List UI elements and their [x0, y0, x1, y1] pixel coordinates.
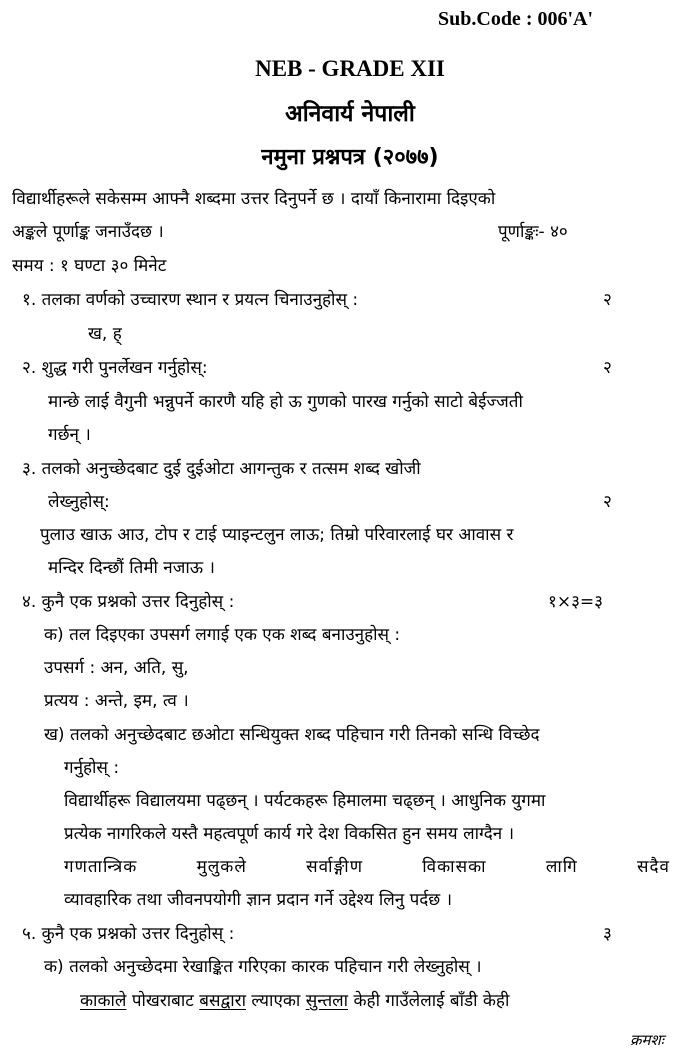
q3-body-2: मन्दिर दिन्छौं तिमी नजाऊ ।: [48, 558, 215, 578]
q4-b-text: ख) तलको अनुच्छेदबाट छओटा सन्धियुक्त शब्द पहिचान गरी तिनको सन्धि विच्छेद: [44, 725, 540, 745]
paper-title: नमुना प्रश्नपत्र (२०७७): [261, 145, 439, 170]
q2-body-1: मान्छे लाई वैगुनी भन्नुपर्ने कारणै यहि हो ऊ गुणको पारख गर्नुको साटो बेईज्जती: [48, 392, 523, 412]
q4-passage-3: गणतान्त्रिक मुलुकले सर्वाङ्गीण विकासका लागि सदैव: [64, 857, 670, 877]
q4-upasarga: उपसर्ग : अन, अति, सु,: [44, 658, 189, 678]
q2-text: २. शुद्ध गरी पुनर्लेखन गर्नुहोस्:: [22, 358, 208, 378]
q2-marks: २: [603, 358, 612, 378]
underlined-word: काकाले: [80, 991, 127, 1011]
q4-passage-1: विद्यार्थीहरू विद्यालयमा पढ्छन् । पर्यटकहरू हिमालमा चढ्छन् । आधुनिक युगमा: [64, 791, 546, 811]
q3-text-2: लेख्नुहोस्:: [48, 492, 110, 512]
time-allowed: समय : १ घण्टा ३० मिनेट: [12, 256, 167, 276]
q5-a-text: क) तलको अनुच्छेदमा रेखाङ्कित गरिएका कारक पहिचान गरी लेख्नुहोस् ।: [44, 957, 482, 977]
instruction-line-1: विद्यार्थीहरूले सकेसम्म आफ्नै शब्दमा उत्तर दिनुपर्ने छ । दायाँ किनारामा दिइएको: [12, 189, 496, 209]
word: केही गाउँलेलाई बाँडी केही: [353, 991, 510, 1011]
q2-body-2: गर्छन् ।: [48, 425, 91, 445]
q4-b-text-2: गर्नुहोस् :: [64, 758, 120, 778]
q3-text: ३. तलको अनुच्छेदबाट दुई दुईओटा आगन्तुक र तत्सम शब्द खोजी: [22, 459, 421, 479]
q3-marks: २: [603, 492, 612, 512]
q4-passage-2: प्रत्येक नागरिकले यस्तै महत्वपूर्ण कार्य गरे देश विकसित हुन समय लाग्दैन ।: [64, 824, 515, 844]
subject-code: Sub.Code : 006'A': [438, 8, 594, 30]
q4-a-text: क) तल दिइएका उपसर्ग लगाई एक एक शब्द बनाउनुहोस् :: [44, 625, 401, 645]
subject-title: अनिवार्य नेपाली: [285, 101, 415, 127]
q1-letters: ख, ह्: [88, 324, 122, 344]
instruction-line-2: अङ्कले पूर्णाङ्क जनाउँदछ ।: [12, 222, 164, 242]
q1-text: १. तलका वर्णको उच्चारण स्थान र प्रयत्न चिनाउनुहोस् :: [22, 290, 359, 310]
q5-marks: ३: [603, 924, 612, 944]
q4-text: ४. कुनै एक प्रश्नको उत्तर दिनुहोस् :: [22, 592, 235, 612]
q5-passage: [80, 988, 509, 1011]
word: पोखराबाट: [131, 991, 194, 1011]
q4-pratyaya: प्रत्यय : अन्ते, इम, त्व ।: [44, 691, 189, 711]
continued-label: क्रमशः: [630, 1031, 664, 1049]
underlined-word: सुन्तला: [305, 991, 349, 1011]
q3-body-1: पुलाउ खाऊ आउ, टोप र टाई प्याइन्टलुन लाऊ; तिम्रो परिवारलाई घर आवास र: [40, 525, 514, 545]
q4-passage-4: व्यावहारिक तथा जीवनपयोगी ज्ञान प्रदान गर्ने उद्देश्य लिनु पर्दछ ।: [64, 890, 453, 910]
full-marks: पूर्णाङ्कः- ४०: [498, 222, 568, 242]
underlined-word: बसद्वारा: [199, 991, 246, 1011]
word: ल्याएका: [251, 991, 301, 1011]
q4-marks: १×३=३: [548, 592, 604, 612]
q1-marks: २: [603, 290, 612, 310]
board-title: NEB - GRADE XII: [255, 56, 445, 81]
q5-text: ५. कुनै एक प्रश्नको उत्तर दिनुहोस् :: [22, 924, 235, 944]
